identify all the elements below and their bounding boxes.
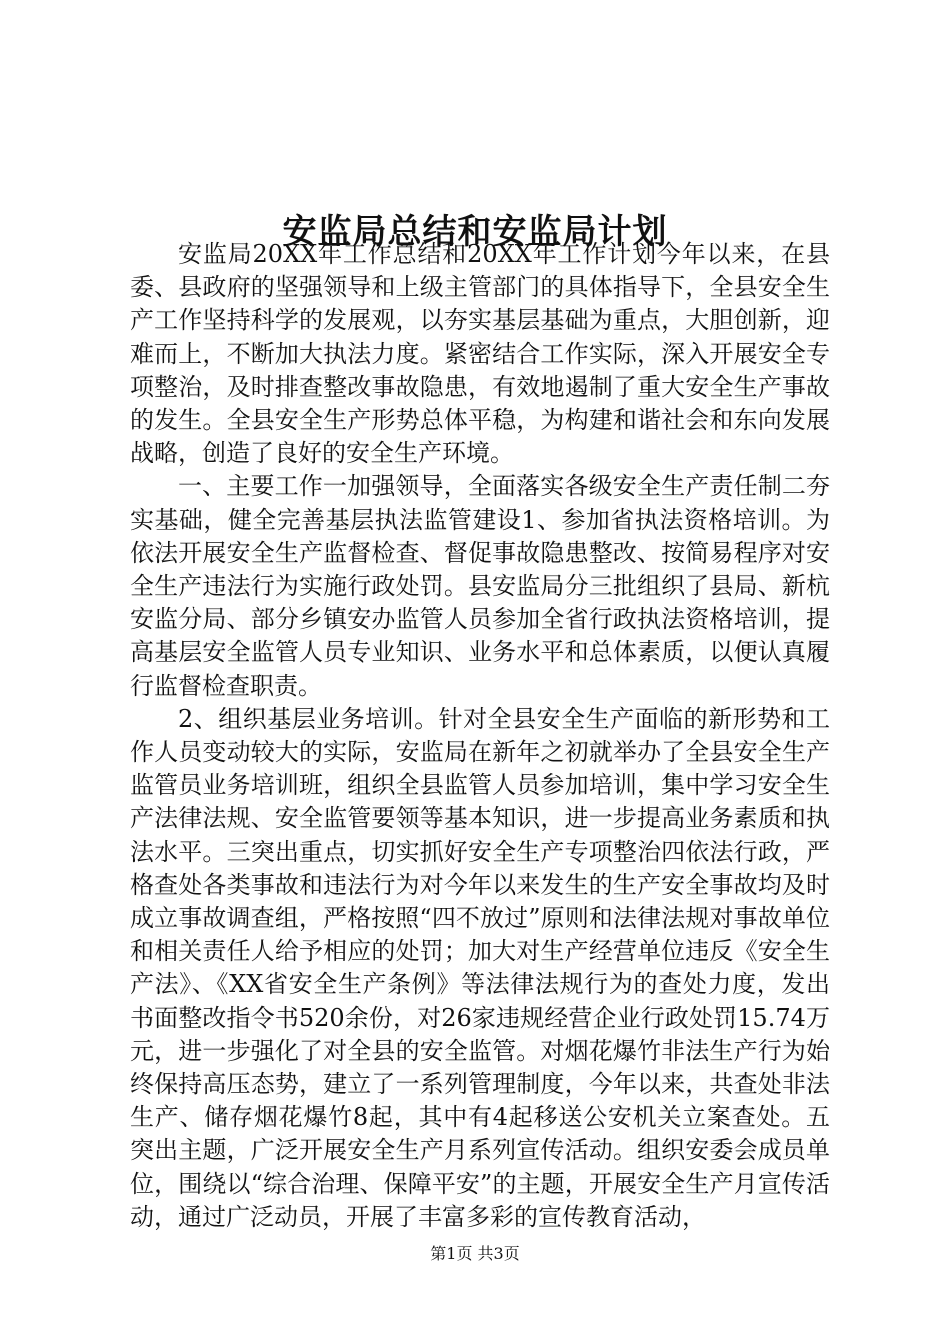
paragraph-training: 2、组织基层业务培训。针对全县安全生产面临的新形势和工作人员变动较大的实际，安监局在新年之初就举办了全县安全生产监管员业务培训班，组织全县监管人员参加培训，集中学习安全生产法律法规、安全监管要领等基本知识，进一步提高业务素质和执法水平。三突出重点，切实抓好安全生产专项整治四依法行政，严格查处各类事故和违法行为对今年以来发生的生产安全事故均及时成立事故调查组，严格按照“四不放过”原则和法律法规对事故单位和相关责任人给予相应的处罚；加大对生产经营单位违反《安全生产法》、《XX省安全生产条例》等法律法规行为的查处力度，发出书面整改指令书520余份，对26家违规经营企业行政处罚15.74万元，进一步强化了对全县的安全监管。对烟花爆竹非法生产行为始终保持高压态势，建立了一系列管理制度，今年以来，共查处非法生产、储存烟花爆竹8起，其中有4起移送公安机关立案查处。五突出主题，广泛开展安全生产月系列宣传活动。组织安委会成员单位，围绕以“综合治理、保障平安”的主题，开展安全生产月宣传活动，通过广泛动员，开展了丰富多彩的宣传教育活动， xyxy=(130,704,830,1231)
paragraph-main-work: 一、主要工作一加强领导，全面落实各级安全生产责任制二夯实基础，健全完善基层执法监管建设1、参加省执法资格培训。为依法开展安全生产监督检查、督促事故隐患整改、按简易程序对安全生产违法行为实施行政处罚。县安监局分三批组织了县局、新杭安监分局、部分乡镇安办监管人员参加全省行政执法资格培训，提高基层安全监管人员专业知识、业务水平和总体素质，以便认真履行监督检查职责。 xyxy=(130,472,830,700)
page-footer: 第1页 共3页 xyxy=(430,1244,520,1263)
page-title: 安监局总结和安监局计划 xyxy=(282,211,668,252)
paragraph-intro: 安监局20XX年工作总结和20XX年工作计划今年以来，在县委、县政府的坚强领导和上级主管部门的具体指导下，全县安全生产工作坚持科学的发展观，以夯实基层基础为重点，大胆创新，迎难而上，不断加大执法力度。紧密结合工作实际，深入开展安全专项整治，及时排查整改事故隐患，有效地遏制了重大安全生产事故的发生。全县安全生产形势总体平稳，为构建和谐社会和东向发展战略，创造了良好的安全生产环境。 xyxy=(130,240,830,468)
document-body xyxy=(130,238,830,1234)
